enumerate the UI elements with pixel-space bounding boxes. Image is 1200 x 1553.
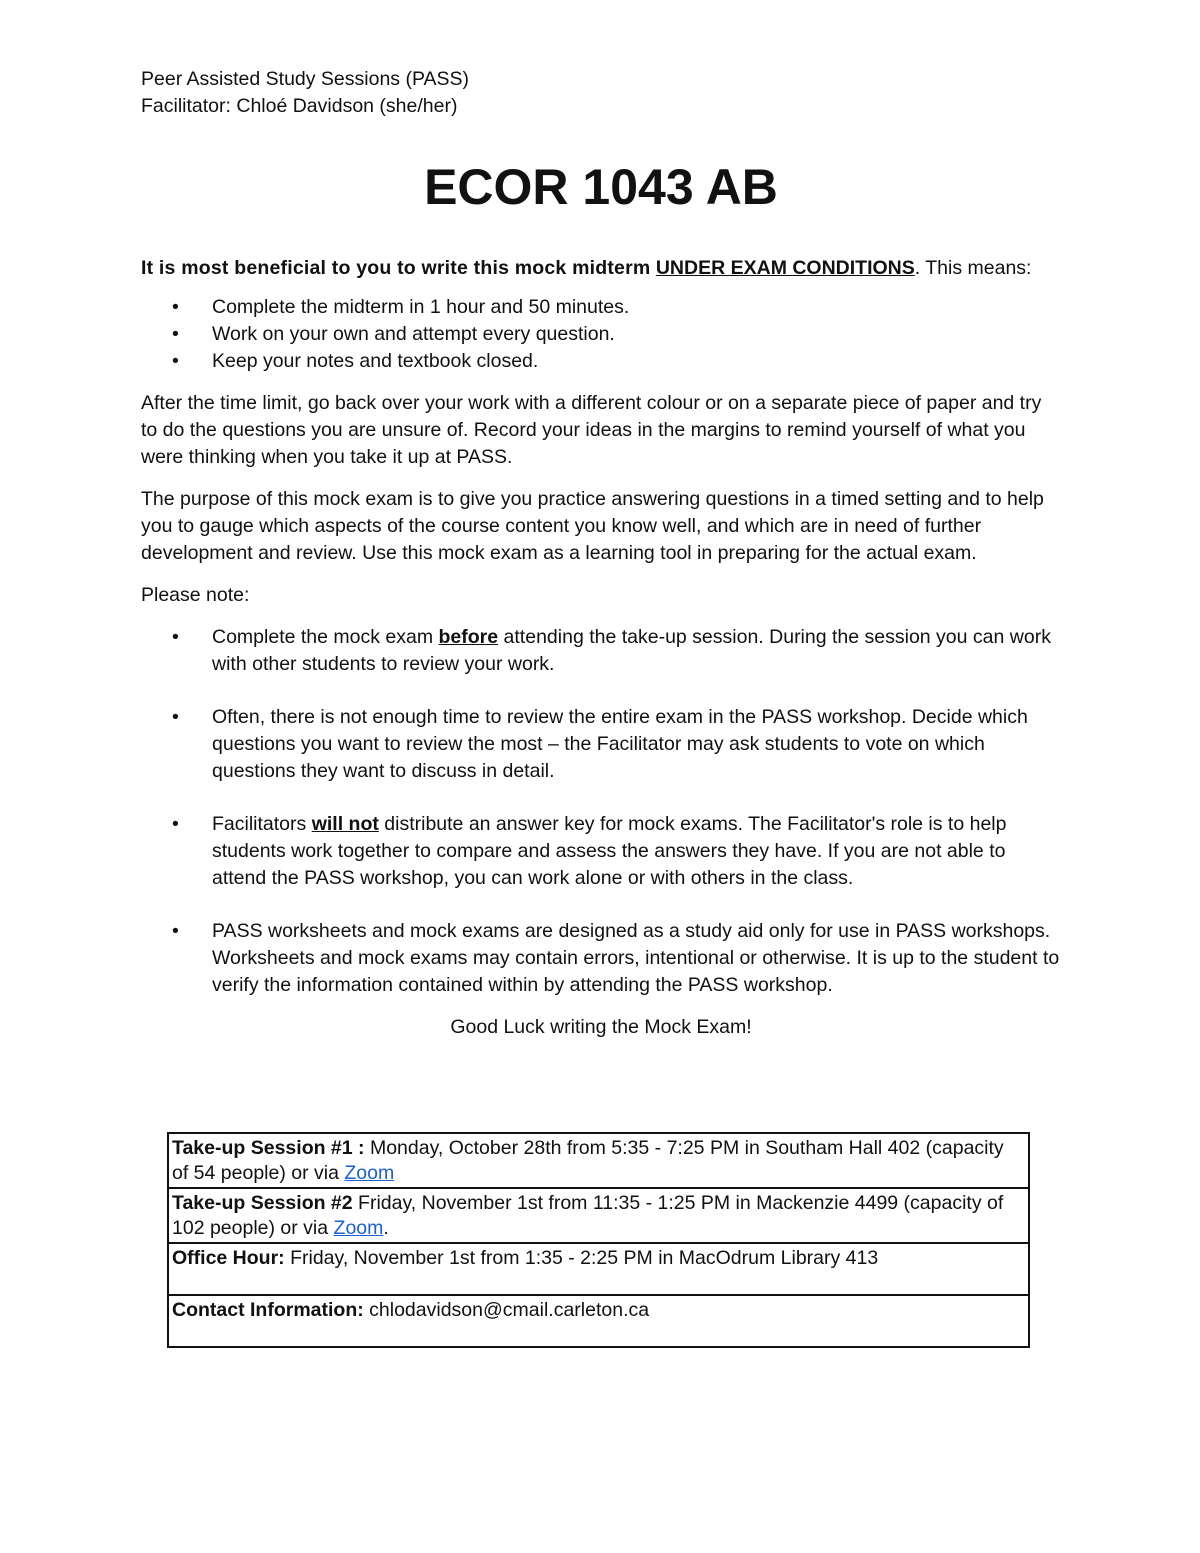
list-item (141, 704, 1061, 785)
office-hour-label: Office Hour: (172, 1247, 285, 1269)
table-cell (168, 1133, 1029, 1188)
note-emphasis: will not (311, 813, 379, 835)
note-text: PASS worksheets and mock exams are designed as a study aid only for use in PASS workshops. Worksheets and mock exams may contain errors, intentional or otherwise. It is up to the student to verify the information contained within by attending the PASS workshop. (212, 920, 1060, 996)
bullet-icon: • (172, 323, 179, 345)
list-item (141, 624, 1061, 678)
list-item (141, 321, 1061, 348)
note-text: attending the take-up session. During the session you can work with other students to review your work. (212, 626, 1051, 675)
rule-text: Keep your notes and textbook closed. (212, 350, 539, 372)
table-row (168, 1188, 1029, 1243)
session-1-details: Monday, October 28th from 5:35 - 7:25 PM in Southam Hall 402 (capacity of 54 people) or via (172, 1137, 1004, 1184)
rule-text: Work on your own and attempt every question. (212, 323, 615, 345)
session-2-label: Take-up Session #2 (172, 1192, 353, 1214)
zoom-link[interactable]: Zoom (344, 1162, 395, 1184)
closing-message: Good Luck writing the Mock Exam! (450, 1016, 752, 1038)
session-1-label: Take-up Session #1 : (172, 1137, 365, 1159)
intro-tail: . This means: (914, 257, 1032, 279)
bullet-icon: • (172, 350, 179, 372)
list-item (141, 348, 1061, 375)
after-time-paragraph: After the time limit, go back over your work with a different colour or on a separate piece of paper and try to do the questions you are unsure of. Record your ideas in the margins to remind yourself of what you were thinking when you take it up at PASS. (141, 392, 1042, 468)
bullet-icon: • (172, 813, 179, 835)
bullet-icon: • (172, 920, 179, 942)
note-text: Facilitators (212, 813, 307, 835)
contact-label: Contact Information: (172, 1299, 364, 1321)
list-item (141, 918, 1061, 999)
intro-paragraph (141, 255, 1061, 282)
session-2-details: Friday, November 1st from 11:35 - 1:25 PM in Mackenzie 4499 (capacity of 102 people) or via (172, 1192, 1004, 1239)
page-title: ECOR 1043 AB (424, 159, 778, 215)
rule-text: Complete the midterm in 1 hour and 50 minutes. (212, 296, 630, 318)
list-item (141, 294, 1061, 321)
please-note-label: Please note: (141, 584, 250, 606)
table-row (168, 1133, 1029, 1188)
intro-emphasis: UNDER EXAM CONDITIONS (655, 257, 915, 279)
session-2-tail: . (383, 1217, 389, 1239)
table-cell (168, 1243, 1029, 1295)
bullet-icon: • (172, 296, 179, 318)
table-cell (168, 1295, 1029, 1347)
table-row (168, 1243, 1029, 1295)
note-text: Often, there is not enough time to review the entire exam in the PASS workshop. Decide which questions you want to review the most – the Facilitator may ask students to vote on which questions they want to discuss in detail. (212, 706, 1028, 782)
list-item (141, 811, 1061, 892)
contact-email[interactable]: chlodavidson@cmail.carleton.ca (363, 1299, 650, 1321)
note-text: distribute an answer key for mock exams. The Facilitator's role is to help students work together to compare and assess the answers they have. If you are not able to attend the PASS workshop, you can work alone or with others in the class. (212, 813, 1007, 889)
purpose-paragraph: The purpose of this mock exam is to give you practice answering questions in a timed setting and to help you to gauge which aspects of the course content you know well, and which are in need of further development and review. Use this mock exam as a learning tool in preparing for the actual exam. (141, 488, 1044, 564)
zoom-link[interactable]: Zoom (333, 1217, 384, 1239)
bullet-icon: • (172, 706, 179, 728)
note-emphasis: before (438, 626, 499, 648)
rules-list (141, 294, 1061, 375)
facilitator-name: Facilitator: Chloé Davidson (she/her) (141, 95, 458, 117)
note-text: Complete the mock exam (212, 626, 434, 648)
session-info-table (167, 1132, 1030, 1348)
program-name: Peer Assisted Study Sessions (PASS) (141, 68, 470, 90)
office-hour-details: Friday, November 1st from 1:35 - 2:25 PM in MacOdrum Library 413 (284, 1247, 879, 1269)
intro-lead: It is most beneficial to you to write this mock midterm (141, 257, 651, 279)
table-row (168, 1295, 1029, 1347)
bullet-icon: • (172, 626, 179, 648)
notes-list (141, 624, 1061, 999)
table-cell (168, 1188, 1029, 1243)
document-page (141, 66, 1061, 1041)
